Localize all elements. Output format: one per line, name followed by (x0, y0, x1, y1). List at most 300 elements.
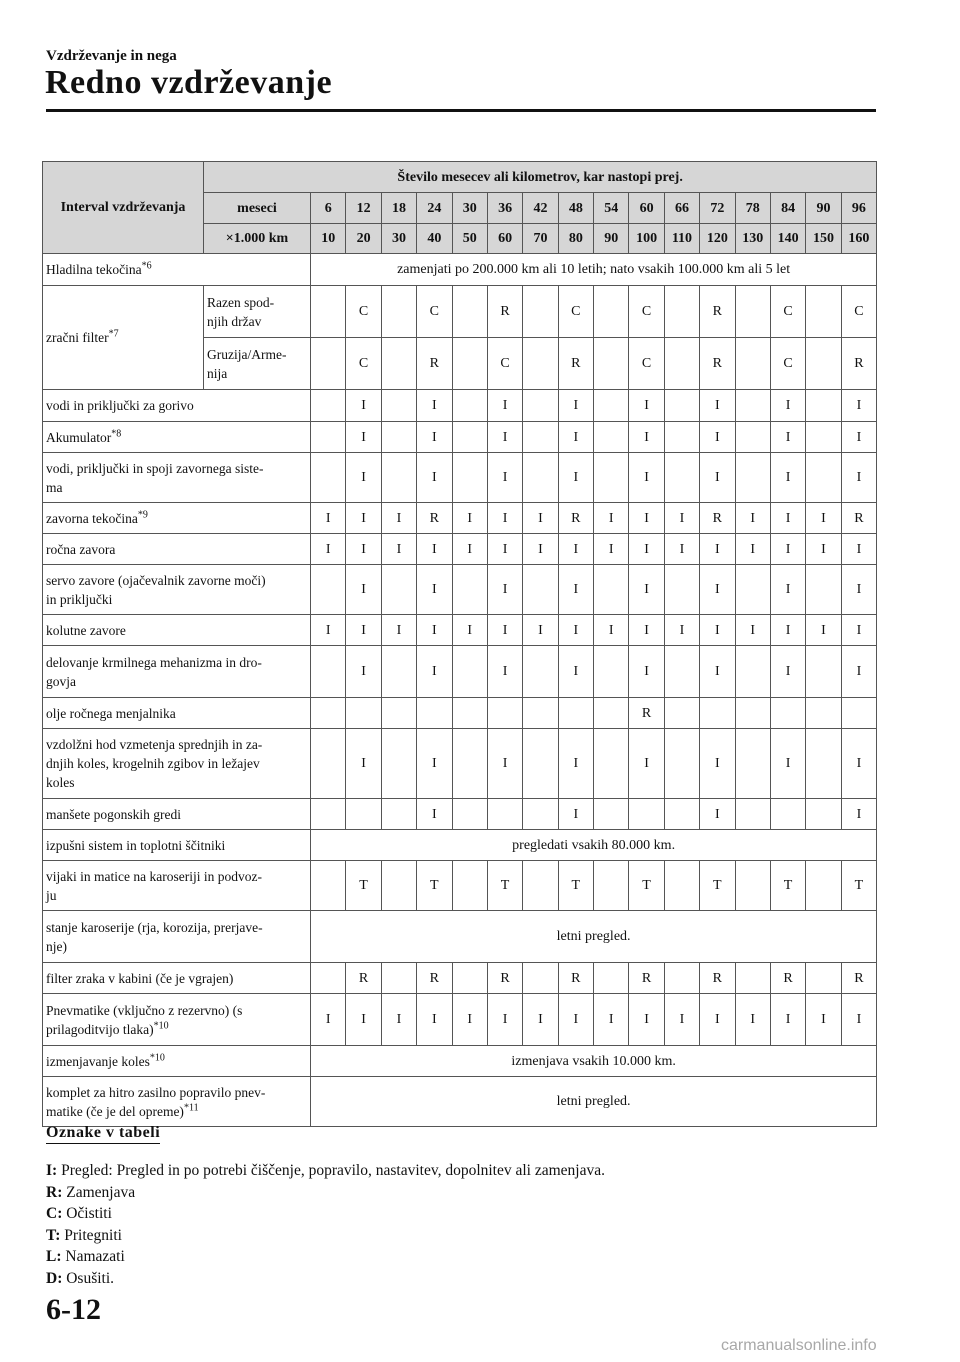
schedule-cell: I (594, 994, 629, 1046)
table-row (43, 1046, 877, 1077)
schedule-cell: I (346, 453, 381, 503)
schedule-cell: I (381, 503, 416, 534)
table-row (43, 422, 877, 453)
schedule-cell: I (417, 994, 452, 1046)
schedule-cell (311, 799, 346, 830)
item-name: vzdolžni hod vzmetenja sprednjih in za- dnjih koles, krogelnih zgibov in ležajev koles (43, 729, 311, 799)
schedule-cell (346, 799, 381, 830)
km-value: 120 (700, 224, 735, 254)
table-row (43, 254, 877, 286)
schedule-cell (594, 390, 629, 422)
legend-text: Zamenjava (62, 1183, 136, 1201)
schedule-cell (311, 338, 346, 390)
schedule-cell: R (487, 963, 522, 994)
schedule-cell: I (558, 390, 593, 422)
schedule-cell: R (700, 338, 735, 390)
schedule-cell (381, 861, 416, 911)
schedule-cell: I (558, 729, 593, 799)
schedule-cell: I (735, 615, 770, 646)
schedule-cell: I (700, 565, 735, 615)
schedule-cell: I (770, 534, 805, 565)
schedule-cell: I (735, 994, 770, 1046)
schedule-cell: I (629, 615, 664, 646)
schedule-cell: R (629, 698, 664, 729)
schedule-cell: I (417, 534, 452, 565)
legend-key: I: (46, 1162, 58, 1179)
schedule-cell (523, 453, 558, 503)
legend-key: L: (46, 1248, 62, 1265)
item-name: izpušni sistem in toplotni ščitniki (43, 830, 311, 861)
schedule-cell: I (629, 390, 664, 422)
schedule-cell: I (700, 799, 735, 830)
schedule-cell (311, 453, 346, 503)
schedule-cell: I (417, 565, 452, 615)
schedule-cell: C (629, 286, 664, 338)
schedule-cell: I (841, 565, 877, 615)
footnote-ref: *10 (149, 1052, 165, 1063)
footnote-ref: *7 (108, 328, 119, 340)
maintenance-table (42, 161, 877, 1127)
schedule-cell (664, 390, 699, 422)
schedule-cell: I (806, 994, 841, 1046)
schedule-cell: I (558, 994, 593, 1046)
schedule-cell: I (841, 453, 877, 503)
schedule-cell (452, 453, 487, 503)
schedule-cell: I (346, 422, 381, 453)
item-span-text: letni pregled. (311, 1077, 877, 1127)
schedule-cell: R (700, 503, 735, 534)
schedule-cell: C (558, 286, 593, 338)
schedule-cell: I (770, 422, 805, 453)
schedule-cell (452, 646, 487, 698)
schedule-cell: I (346, 729, 381, 799)
schedule-cell (806, 799, 841, 830)
km-value: 30 (381, 224, 416, 254)
schedule-cell: I (664, 994, 699, 1046)
schedule-cell: I (417, 799, 452, 830)
item-subname: Gruzija/Arme- nija (204, 338, 311, 390)
schedule-cell: R (417, 503, 452, 534)
schedule-cell (806, 338, 841, 390)
schedule-cell (806, 861, 841, 911)
schedule-cell (311, 422, 346, 453)
km-value: 40 (417, 224, 452, 254)
section-label: Vzdrževanje in nega (46, 48, 177, 64)
schedule-cell (381, 286, 416, 338)
schedule-cell (523, 729, 558, 799)
schedule-cell: R (346, 963, 381, 994)
schedule-cell: C (770, 286, 805, 338)
schedule-cell: I (346, 615, 381, 646)
schedule-cell: I (311, 615, 346, 646)
footnote-ref: *8 (111, 428, 122, 439)
schedule-cell (700, 698, 735, 729)
schedule-cell (381, 799, 416, 830)
legend-item (46, 1203, 605, 1225)
months-value: 42 (523, 193, 558, 224)
schedule-cell: I (452, 503, 487, 534)
schedule-cell: C (487, 338, 522, 390)
schedule-cell: I (311, 534, 346, 565)
schedule-cell: I (594, 534, 629, 565)
schedule-cell: I (523, 534, 558, 565)
table-row (43, 646, 877, 698)
schedule-cell (594, 799, 629, 830)
schedule-cell: R (558, 338, 593, 390)
schedule-cell: I (841, 799, 877, 830)
months-value: 96 (841, 193, 877, 224)
legend-key: T: (46, 1226, 61, 1244)
schedule-cell (664, 286, 699, 338)
schedule-cell: T (346, 861, 381, 911)
schedule-cell (381, 963, 416, 994)
schedule-cell (770, 799, 805, 830)
page-title: Redno vzdrževanje (45, 64, 333, 101)
schedule-cell: I (770, 615, 805, 646)
schedule-cell: I (594, 503, 629, 534)
schedule-cell (452, 861, 487, 911)
schedule-cell: I (558, 799, 593, 830)
months-value: 24 (417, 193, 452, 224)
schedule-cell (381, 390, 416, 422)
schedule-cell: I (664, 534, 699, 565)
km-label: ×1.000 km (204, 224, 311, 254)
schedule-cell (381, 646, 416, 698)
km-value: 160 (841, 224, 877, 254)
months-value: 66 (664, 193, 699, 224)
table-row (43, 390, 877, 422)
table-row (43, 830, 877, 861)
months-value: 72 (700, 193, 735, 224)
schedule-cell: I (770, 390, 805, 422)
legend-item (46, 1182, 605, 1204)
schedule-cell (735, 861, 770, 911)
schedule-cell (594, 963, 629, 994)
schedule-cell: I (700, 534, 735, 565)
schedule-cell (735, 963, 770, 994)
item-span-text: letni pregled. (311, 911, 877, 963)
km-value: 20 (346, 224, 381, 254)
schedule-cell (806, 453, 841, 503)
km-value: 60 (487, 224, 522, 254)
schedule-cell: I (558, 615, 593, 646)
schedule-cell (735, 338, 770, 390)
schedule-cell (806, 729, 841, 799)
legend-key: D: (46, 1269, 63, 1287)
item-name: vijaki in matice na karoseriji in podvoz- ju (43, 861, 311, 911)
item-name: ročna zavora (43, 534, 311, 565)
legend-text: Pritegniti (60, 1226, 122, 1244)
schedule-cell: I (664, 503, 699, 534)
schedule-cell: I (487, 646, 522, 698)
item-span-text: izmenjava vsakih 10.000 km. (311, 1046, 877, 1077)
legend-text: Pregled: Pregled in po potrebi čiščenje, popravilo, nastavitev, dopolnitev ali zamenjava. (57, 1162, 605, 1179)
table-row (43, 503, 877, 534)
schedule-cell (311, 646, 346, 698)
item-name: zavorna tekočina$^{*9}$ (43, 503, 311, 534)
schedule-cell: I (806, 615, 841, 646)
km-value: 90 (594, 224, 629, 254)
schedule-cell (806, 565, 841, 615)
schedule-cell: I (629, 646, 664, 698)
schedule-cell: I (594, 615, 629, 646)
schedule-cell: I (806, 503, 841, 534)
schedule-cell: I (558, 422, 593, 453)
table-row (43, 994, 877, 1046)
schedule-cell: T (841, 861, 877, 911)
months-value: 18 (381, 193, 416, 224)
schedule-cell (594, 422, 629, 453)
schedule-cell (664, 338, 699, 390)
schedule-cell: I (629, 534, 664, 565)
months-label: meseci (204, 193, 311, 224)
legend-text: Osušiti. (62, 1269, 115, 1287)
schedule-cell (452, 963, 487, 994)
schedule-cell (594, 729, 629, 799)
schedule-cell: I (629, 453, 664, 503)
table-row (43, 861, 877, 911)
km-value: 70 (523, 224, 558, 254)
schedule-cell: I (806, 534, 841, 565)
schedule-cell: I (841, 534, 877, 565)
schedule-cell: I (841, 390, 877, 422)
schedule-cell: I (417, 646, 452, 698)
schedule-cell: I (346, 390, 381, 422)
item-name: Akumulator$^{*8}$ (43, 422, 311, 453)
schedule-cell: I (417, 390, 452, 422)
item-name: servo zavore (ojačevalnik zavorne moči) in priključki (43, 565, 311, 615)
schedule-cell: I (487, 565, 522, 615)
schedule-cell: R (770, 963, 805, 994)
schedule-cell (806, 286, 841, 338)
schedule-cell: I (487, 994, 522, 1046)
schedule-cell (735, 453, 770, 503)
item-name: izmenjavanje koles$^{*10}$ (43, 1046, 311, 1077)
schedule-cell: I (770, 453, 805, 503)
schedule-cell: I (770, 994, 805, 1046)
schedule-cell: I (417, 729, 452, 799)
legend-title: Oznake v tabeli (46, 1124, 160, 1144)
schedule-cell: C (417, 286, 452, 338)
schedule-cell (381, 729, 416, 799)
legend-item (46, 1268, 605, 1290)
schedule-cell (664, 729, 699, 799)
schedule-cell: I (381, 534, 416, 565)
schedule-cell: I (346, 565, 381, 615)
schedule-cell (381, 698, 416, 729)
km-value: 10 (311, 224, 346, 254)
schedule-cell: I (629, 729, 664, 799)
schedule-cell: I (841, 994, 877, 1046)
schedule-cell: T (700, 861, 735, 911)
schedule-cell (664, 698, 699, 729)
schedule-cell (487, 698, 522, 729)
schedule-cell (664, 861, 699, 911)
schedule-cell (594, 338, 629, 390)
schedule-cell: C (346, 286, 381, 338)
schedule-cell: R (417, 963, 452, 994)
months-value: 54 (594, 193, 629, 224)
schedule-cell: I (700, 453, 735, 503)
schedule-cell: I (841, 646, 877, 698)
schedule-cell: I (487, 503, 522, 534)
schedule-cell (806, 646, 841, 698)
item-name: manšete pogonskih gredi (43, 799, 311, 830)
schedule-cell (806, 390, 841, 422)
schedule-cell: T (558, 861, 593, 911)
schedule-cell: I (558, 646, 593, 698)
schedule-cell (558, 698, 593, 729)
schedule-cell (523, 963, 558, 994)
schedule-cell: I (487, 534, 522, 565)
schedule-cell: T (487, 861, 522, 911)
schedule-cell (664, 646, 699, 698)
item-name: zračni filter$^{*7}$ (43, 286, 204, 390)
schedule-cell (735, 286, 770, 338)
schedule-cell: R (841, 963, 877, 994)
item-subname: Razen spod- njih držav (204, 286, 311, 338)
schedule-cell (594, 646, 629, 698)
table-row (43, 453, 877, 503)
schedule-cell (806, 698, 841, 729)
schedule-cell: I (487, 729, 522, 799)
schedule-cell (594, 453, 629, 503)
schedule-cell (311, 698, 346, 729)
schedule-cell: R (841, 503, 877, 534)
months-value: 84 (770, 193, 805, 224)
schedule-cell: T (417, 861, 452, 911)
months-value: 12 (346, 193, 381, 224)
table-row (43, 963, 877, 994)
schedule-cell: I (452, 994, 487, 1046)
schedule-cell: I (664, 615, 699, 646)
schedule-cell: I (735, 503, 770, 534)
km-value: 100 (629, 224, 664, 254)
schedule-cell (664, 565, 699, 615)
table-row (43, 565, 877, 615)
schedule-cell (735, 729, 770, 799)
schedule-cell: I (452, 534, 487, 565)
item-name: komplet za hitro zasilno popravilo pnev- matike (če je del opreme)$^{*11}$ (43, 1077, 311, 1127)
schedule-cell: I (770, 729, 805, 799)
schedule-cell: T (770, 861, 805, 911)
schedule-cell: C (841, 286, 877, 338)
schedule-cell: R (841, 338, 877, 390)
schedule-cell: I (629, 994, 664, 1046)
km-value: 80 (558, 224, 593, 254)
schedule-cell: I (629, 422, 664, 453)
schedule-cell: I (452, 615, 487, 646)
schedule-cell: T (629, 861, 664, 911)
schedule-cell: I (700, 390, 735, 422)
schedule-cell (452, 338, 487, 390)
footnote-ref: *9 (137, 509, 148, 520)
months-value: 78 (735, 193, 770, 224)
schedule-cell (417, 698, 452, 729)
schedule-cell: I (381, 615, 416, 646)
schedule-cell (841, 698, 877, 729)
schedule-cell: I (487, 453, 522, 503)
months-value: 6 (311, 193, 346, 224)
schedule-cell: I (558, 453, 593, 503)
schedule-cell: I (346, 994, 381, 1046)
item-name: vodi in priključki za gorivo (43, 390, 311, 422)
months-value: 36 (487, 193, 522, 224)
km-value: 50 (452, 224, 487, 254)
schedule-cell: I (841, 729, 877, 799)
schedule-cell: R (700, 286, 735, 338)
schedule-cell: I (629, 503, 664, 534)
months-value: 30 (452, 193, 487, 224)
schedule-cell (452, 698, 487, 729)
schedule-cell (311, 390, 346, 422)
schedule-cell: I (523, 503, 558, 534)
schedule-cell: I (381, 994, 416, 1046)
schedule-cell (770, 698, 805, 729)
legend-list (46, 1160, 605, 1289)
schedule-cell (452, 286, 487, 338)
table-row (43, 286, 877, 338)
schedule-cell: I (770, 503, 805, 534)
item-span-text: pregledati vsakih 80.000 km. (311, 830, 877, 861)
schedule-cell (523, 799, 558, 830)
schedule-cell (594, 565, 629, 615)
schedule-cell: I (700, 646, 735, 698)
schedule-cell (523, 286, 558, 338)
schedule-cell (452, 390, 487, 422)
schedule-cell: R (558, 963, 593, 994)
schedule-cell (487, 799, 522, 830)
item-name: Hladilna tekočina$^{*6}$ (43, 254, 311, 286)
km-value: 110 (664, 224, 699, 254)
schedule-cell: I (770, 565, 805, 615)
legend-item (46, 1246, 605, 1268)
schedule-cell (523, 698, 558, 729)
table-row (43, 729, 877, 799)
table-row (43, 1077, 877, 1127)
schedule-cell: I (841, 422, 877, 453)
schedule-cell (594, 698, 629, 729)
top-header: Število mesecev ali kilometrov, kar nastopi prej. (204, 162, 877, 193)
schedule-cell: I (417, 453, 452, 503)
schedule-cell (664, 453, 699, 503)
interval-header: Interval vzdrževanja (43, 162, 204, 254)
schedule-cell (346, 698, 381, 729)
schedule-cell (735, 390, 770, 422)
footnote-ref: *11 (183, 1102, 199, 1113)
schedule-cell: I (700, 729, 735, 799)
schedule-cell: R (629, 963, 664, 994)
legend-key: C: (46, 1205, 63, 1222)
schedule-cell (735, 565, 770, 615)
schedule-cell (735, 422, 770, 453)
schedule-cell: I (346, 646, 381, 698)
legend-item (46, 1160, 605, 1182)
schedule-cell (664, 963, 699, 994)
schedule-cell (664, 422, 699, 453)
watermark: carmanualsonline.info (721, 1337, 877, 1354)
page-number: 6-12 (46, 1293, 101, 1326)
schedule-cell: I (558, 565, 593, 615)
schedule-cell (381, 338, 416, 390)
schedule-cell (381, 422, 416, 453)
schedule-cell: I (700, 615, 735, 646)
item-name: vodi, priključki in spoji zavornega siste- ma (43, 453, 311, 503)
footnote-ref: *6 (141, 260, 152, 272)
schedule-cell: I (700, 994, 735, 1046)
schedule-cell: I (417, 615, 452, 646)
title-rule (46, 109, 876, 112)
